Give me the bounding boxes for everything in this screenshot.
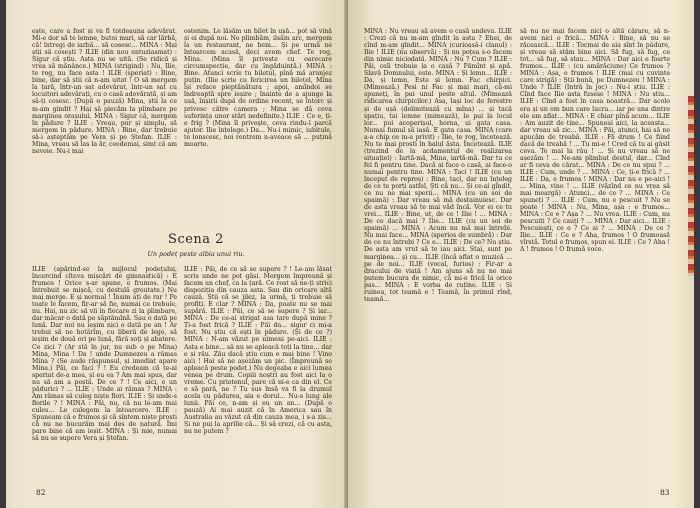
text-block: ostenim. Le lăsăm un bilet în ușă... pot să vină și ei după noi. Ne plimbăm, ilsăm arc, mergem la un restaurant, ne bem... Și pe urmă ne întoarcem acasă, deci avem chef. Te rog, Mina. (Mina îl privește cu oarecare circumspecție, dar cu îngăduință.) MINA : Bine. Atunci scrie tu biletul, pînă mă aranjez puțin. (Ilie scrie cu fericirea un bilețel, Mina își reface pieptănătura ; apoi, amîndoi se îndreaptă spre ieșire ; înainte de a ajunge la ușă, înșirii după de ordine recent, se întorc și privesc către camera ; Mina se dă ceva suferința unor stări nedefinite.) ILIE : Ce e, ți-e frig ? (Mina îl privește, ceva rindu-l parcă ajutor. Ilie înțelege.) Da... Nu-i mimic, iubitule, te lonscesc, noi rentrem n-aveace să ... puțină moarte. [184, 28, 332, 148]
scene-title: Scena 2 [168, 232, 224, 247]
left-bottom-column-2 [184, 266, 332, 484]
right-page [348, 0, 694, 508]
left-page [6, 0, 348, 508]
text-block: ILIE : Păi, de ce să se supere ? ! Le-am lăsat scris unde ne pot găsi. Mergem împreună și facem un chef, ca la țară. Ce rost să ne-ți strici dispoziția din cauza asta. Sau din oricare altă cauză. Știi că se jilez, la urmă, ți trebuie să profiți. E clar ? MINA : Da, poate nu se mai supără. ILIE : Păi, ce să se supere ? Și iar... MINA : De ce-ai strigat asa tare după mine ? Ți-a fost frică ? ILIE : Păi da... sigur ci mi-a fost. Nu știu că ești în pădure. (Și de ce ?) MINA : N-am văzut pe nimeni pe-aici. ILIE : Asta e bine... să nu se apleacă toți la tine... dar e și rău. Zău dacă știu cum e mai bine ! Vino aici ! Hai să ne așezăm un pic. (Împreună se apleacă peste podeț.) Nu degeaba e aici lumea venea pe drum. Copiii noștri au fost aici la o vreme. Cu prietenul, pare că ni-e ca din el. Ce o să pară, ne ? Tu sus însă va fi la drumul acela cu pădurea, aia e dorul... Nu-s lung ale lunii. Păi ce, n-am și eu un an... (După o pauză) Ai mai auzit că în America sau în Australia au văzut că din cauza mea, i s-a zis... Și ne pui la aprilie că... Și să crezi, că cu asta, nu ne putem ? [184, 266, 332, 436]
text-block: să nu ne mai facem nici o altă cărare, să n-avem nici o frică... MINA : Bine, să nu se răcească... ILIE : Tocmai de aia sînt în pădure, și vreau să stăm bine aici. Să fug, să fug, ce tot... să fug, să stau... MINA : Dar aici e foarte frumos... ILIE : (cu amărăciune) Ce frumos ? MINA : Așa, e frumos ! ILIE (mai cu cuvinte care strigă) : Știi bună, pe Dumnezeu ! MINA : Unde ? ILIE (Intră în joc) : Nu-i știu. ILIE : Cînd face Ilie asta fusese ! MINA : Nu știu... ILIE : Cînd a fost în casa noastră... Dar acolo era și un om bun care lucra... iar pe una dintre ele am aflat... MINA : E chiar pînă acum... ILIE : Am auzit de tine... Spuneai aici, la aceasta... dar vreau să zic... MINA : Păi, atunci, hai să ne apucăm de treabă. ILIE : Fă drum ! Ce fiind dacă de treabă ! ... Tu mi-e ! Cred că tu ai găsit ceva. Te mai la râu ! ... Și nu vreau să ne așezăm ! ... Ne-am plimbat destul, dar... Cînd ar fi ceva de cărat... MINA : De ce nu spui ? ... ILIE : Cum, unde ? ... MINA : Ce, ți-e frică ? ... ILIE : Da, e frumos ! MINA : Dar nu e pe-aici ! ... Mina, vino ! ... ILIE (văzînd ce nu vrea să mai meargă) : Atunci... de ce ? ... MINA : Ce spuneți ? ... ILIE : Cum, nu e pescuit ? Nu se poate ! MINA : Nu, Mina, așa : e frumos... MINA : Ce e ? Așa ? ... Nu vrea. ILIE : Cum, nu pescuiți ? Ce cauți ? ... MINA : Dar aici... ILIE : Pescuiești, ce e ? Ce ai ? ... MINA : De ce ? Ilie... ILIE : Ce e ? Aha, frumos ! O frumoasă vîrstă. Totul e frumos, spun ei. ILIE : Ce ? Aha ! A ! frumos ! O frumă voce. [520, 28, 670, 254]
text-block: MINA : Nu vreau să avem o casă undeva. ILIE : Crezi că nu m-am gîndit la asta ? Ehei, de cînd m-am gîndit... MINA (curioasă-i clanul) : Ilie ! ILIE (nu observă) : Și nu poțea s-o facem din nimic niciodată. MINA : Nu ? Cum ? ILIE : Păi, ceîi trebuie la o casă ? Pămînt și apă. Slavă Domnului, este. MINA : Și lemn... ILIE : Da, și lemn, Este și lemn. Fac chirpici. (Mimează.) Pesi ni Fac și mai mari, că-mi spuneți, în pui unul peste altul. (Mimează ridicarea chirpicilor.) Asa, lași loc de ferestre și de ușă (delimitează cu mîna) ... și tacă spațiu, tai lemne (mimează), le pui la locul lor... pui acoperișul, horna, ui gata casa. Numai fumul să iasă. E gata casa. MINA (care a-a chip ce m-a privit) : Ilie, te rog, încetează. Nu te mai prosti în halul ăsta. Încetează. ILIE (trezind de la acdamentul de realizarea situației) : Iartă-mă, Mina, iartă-mă. Dar tu ce fel fi pentru tine. Dacă ai face o casă, ai face-o numai pentru tine. MINA : Taci ! ILIE (cu un început de reproș) : Bine, taci, dar nu înțeleg de ce te porți astfel, Ști că nu... Și ce-ai gîndit, ce nu ne mai sperii... MINA (cu un soi de spaimă) : Dar vreau să mă destainuiesc. Dar de asta vreau să te mai văd încă. Vor ei ce tu vrei... ILIE : Bine, ut, de ce ! Ilie ! ... MINA : De ce dacă mai ? Ilie... ILIE (cu un soi de spaimă) ... MINA : Acum nu mă mai întrebi. Nu mai face... MINA (sperios de sumbră) : Dar de ce nu întrebi ? Ce e... ILIE : De ce? Nu știu. De asta am vrut să te iau aici. Stai, sunt pe marginea... și cu... ILIE (încă aflat o muzică ... pe de noi... ILIE (vocal, furios) : Fir-ar a dracului de viață ! Am ajuns să nu ne mai putem bucura de nimic, că mi-e frică la orice pas... MINA : E vorba de ruține. ILIE : Și ruinea, tot teamă e ! Teamă, în primul rînd, teamă... [364, 28, 512, 303]
text-block: ILIE (apărind-se la mijlocul podețului, încercind cîteva mișcări de gimnastică) : E frumos ! Orice s-ar spune, e frumos. (Mai întrebuit se mișcă, cu destulă greutate.) Nu mai merge. E și normal ! Însim ați de rar ! Pe toate le facem, fir-ar să fie, numai ce trebuie, nu. Hai, nu zic să vii în fiecare zi la plimbare, dar măcar o dată pe săptămînă. Sau o dată pe lună. Dar noi nu ieșim nici o dată pe an ! Ar trebui să ne hotărîm, cu liberă de lege, să ieșim de două ori pe lună, fără soți și abatere. Ce zici ? (Ar stă în jur, nu sub o pe Mina) Mina, Mina ! Da ! unde Dumnezeu a rămas Mina ? (Se aude răspunsul, și imediat apare Mina.) Păi, ce faci ? ! Eu credeam că te-ai speriat de-a mea, și eu ea ? Am mai spus, dar nu să am a poștă. De ce ? ! Ce aici, e un pădurici ? ... ILIE : Unde ai rămas ? MINA : Am rămas să culeg niște flori. ILIE : Și unde-s florile ? ! MINA : Păi, nu, că nu le-am mai cules... Le culegem la întoarcere. ILIE : Spuneam că e frumos și că sîntem niște proști că nu ne bucurăm mai des de natură. Îmi pare bine că am ieșit. MINA : Și mie, numai să nu se supere Vera și Ștefan. [32, 266, 177, 443]
left-bottom-column-1 [32, 266, 177, 484]
scene-subtitle: Un podeț peste albia unui riu. [147, 250, 245, 258]
text-block: ește, care a fost și va fi totdeauna adevărat. Mi-e dor să te lemne, butoi mari, să car lărbă, că! întregi de iarbă... să cosesc... MINA : Mai știi să cosești ? ILIE (din nou entuziasmat) : Sigur că știu. Asta nu se uită. (Se ridică și vrea să mănânce.) MINA (strigind) : Nu, Ilie, te rog, nu face asta ! ILIE (speriat) : Bine, bine, dar să știi că n-am uitat ! O să mergem la țară, într-un sat adevărat, într-un sat cu locuitori adevărați, cu o casă adevărată, și am să-ți cosesc. (După o pauză) Mina, știi la ce m-am gindit ? Hai să plecăm la plimbare pe marginea orașului. MINA : Sigur că, mergem în pădure ? ILIE : Vreau, pur și simplu, să mergem în pădure. MINA : Bine, dar trebuie să-i așteptăm pe Vera și pe Ștefan. ILIE : Mina, vreau să las la ăr, ceedemai, simt că am nevoie. Nu-i mai [32, 28, 177, 155]
page-number: 83 [660, 488, 670, 497]
left-top-column-2 [184, 28, 332, 224]
page-number: 82 [36, 488, 46, 497]
right-column-2 [520, 28, 670, 484]
page-edge-tab [688, 96, 694, 276]
right-column-1 [364, 28, 512, 484]
left-top-column-1 [32, 28, 177, 224]
